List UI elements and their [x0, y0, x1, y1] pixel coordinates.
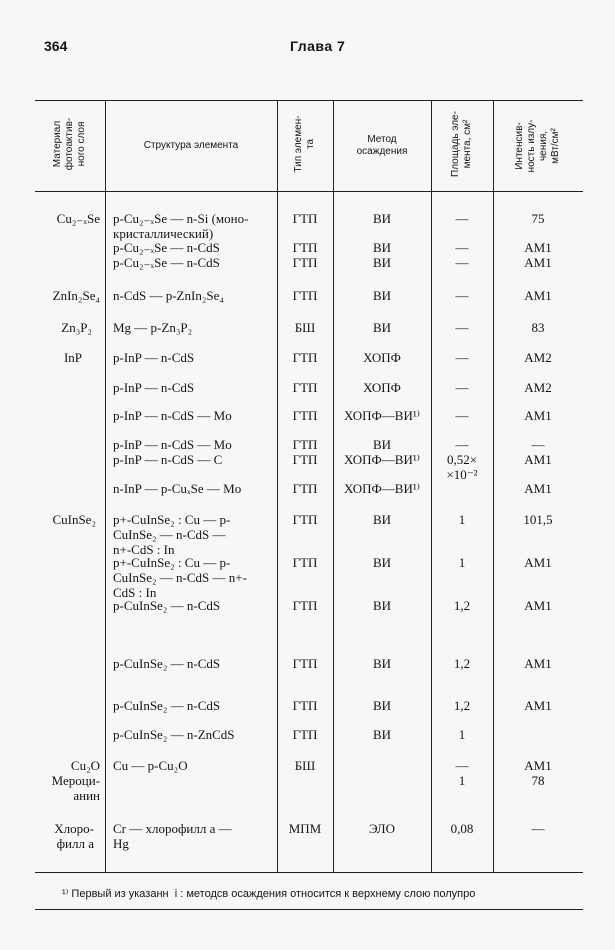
- cell-area: —: [455, 255, 469, 270]
- cell-intensity: —: [531, 437, 545, 452]
- cell-material: Cu₂₋ₓSe: [56, 211, 100, 226]
- cell-intensity: AM2: [524, 380, 552, 395]
- cell-intensity: AM1: [524, 255, 552, 270]
- cell-type: ГТП: [292, 656, 318, 671]
- cell-area: —: [455, 288, 469, 303]
- cell-structure: p+-CuInSe₂ : Cu — p- CuInSe₂ — n-CdS — n+- CdS : In: [113, 555, 247, 600]
- cell-structure: p-CuInSe₂ — n-CdS: [113, 656, 221, 671]
- cell-intensity: AM2: [524, 350, 552, 365]
- cell-area: —: [455, 408, 469, 423]
- cell-structure: p-InP — n-CdS — C: [113, 452, 223, 467]
- header-area: Площадь эле- мента, см²: [450, 111, 473, 177]
- cell-method: ВИ: [372, 211, 392, 226]
- cell-area: —: [455, 211, 469, 226]
- cell-intensity: AM1: [524, 408, 552, 423]
- cell-intensity: AM1: [524, 288, 552, 303]
- cell-area: 0,52× ×10⁻²: [446, 452, 478, 482]
- cell-area: 1: [458, 555, 466, 570]
- cell-type: ГТП: [292, 408, 318, 423]
- cell-intensity: AM1: [524, 698, 552, 713]
- cell-structure: p-InP — n-CdS: [113, 380, 195, 395]
- cell-type: ГТП: [292, 555, 318, 570]
- cell-type: ГТП: [292, 481, 318, 496]
- cell-structure: p-CuInSe₂ — n-ZnCdS: [113, 727, 235, 742]
- cell-intensity: 83: [531, 320, 545, 335]
- cell-area: 0,08: [450, 821, 474, 836]
- cell-method: ЭЛО: [369, 821, 395, 836]
- cell-area: —: [455, 350, 469, 365]
- cell-intensity: AM1: [524, 481, 552, 496]
- cell-material: InP: [63, 350, 82, 365]
- cell-structure: p-CuInSe₂ — n-CdS: [113, 598, 221, 613]
- cell-material: Zn₃P₂: [61, 320, 92, 335]
- cell-area: —: [455, 437, 469, 452]
- header-material: Материал фотоактив- ного слоя: [52, 117, 87, 171]
- cell-method: ХОПФ—ВИ¹⁾: [344, 452, 420, 467]
- cell-structure: Mg — p-Zn₃P₂: [113, 320, 193, 335]
- cell-material: CuInSe₂: [52, 512, 96, 527]
- cell-intensity: 101,5: [523, 512, 553, 527]
- cell-type: ГТП: [292, 380, 318, 395]
- cell-method: ХОПФ: [363, 380, 401, 395]
- cell-structure: p-Cu₂₋ₓSe — n-CdS: [113, 240, 220, 255]
- cell-area: —: [455, 240, 469, 255]
- cell-area: 1: [458, 512, 466, 527]
- cell-type: ГТП: [292, 452, 318, 467]
- cell-type: ГТП: [292, 255, 318, 270]
- cell-structure: p-InP — n-CdS: [113, 350, 195, 365]
- cell-method: ВИ: [372, 656, 392, 671]
- cell-type: ГТП: [292, 240, 318, 255]
- cell-type: БШ: [294, 320, 316, 335]
- cell-method: ВИ: [372, 512, 392, 527]
- cell-method: ВИ: [372, 555, 392, 570]
- cell-structure: p-InP — n-CdS — Mo: [113, 437, 232, 452]
- cell-area: —: [455, 380, 469, 395]
- page-number: 364: [44, 38, 68, 54]
- cell-structure: p-CuInSe₂ — n-CdS: [113, 698, 221, 713]
- cell-structure: n-CdS — p-ZnIn₂Se₄: [113, 288, 224, 303]
- cell-method: ХОПФ—ВИ¹⁾: [344, 408, 420, 423]
- cell-area: 1,2: [453, 698, 471, 713]
- cell-method: ВИ: [372, 255, 392, 270]
- cell-material: Хлоро- филл a: [54, 821, 94, 851]
- cell-area: 1,2: [453, 598, 471, 613]
- cell-intensity: AM1: [524, 240, 552, 255]
- header-method: Метод осаждения: [356, 134, 408, 157]
- cell-area: 1: [458, 727, 466, 742]
- cell-type: ГТП: [292, 437, 318, 452]
- cell-method: ВИ: [372, 240, 392, 255]
- cell-type: ГТП: [292, 211, 318, 226]
- cell-structure: n-InP — p-CuₓSe — Mo: [113, 481, 242, 496]
- cell-method: ВИ: [372, 288, 392, 303]
- cell-type: ГТП: [292, 598, 318, 613]
- cell-method: ВИ: [372, 437, 392, 452]
- table-header-rule: [35, 191, 583, 192]
- cell-material: Cu₂O Мероци- анин: [51, 758, 100, 803]
- cell-area: 1,2: [453, 656, 471, 671]
- cell-structure: p-InP — n-CdS — Mo: [113, 408, 232, 423]
- cell-method: ВИ: [372, 598, 392, 613]
- chapter-title: Глава 7: [290, 38, 346, 54]
- col-material-head: [35, 100, 105, 191]
- cell-structure: Cu — p-Cu₂O: [113, 758, 188, 773]
- cell-structure: p-Cu₂₋ₓSe — n-CdS: [113, 255, 220, 270]
- cell-intensity: AM1: [524, 656, 552, 671]
- cell-intensity: —: [531, 821, 545, 836]
- cell-structure: p-Cu₂₋ₓSe — n-Si (моно- кристаллический): [113, 211, 249, 241]
- cell-area: —: [455, 320, 469, 335]
- cell-type: ГТП: [292, 288, 318, 303]
- cell-intensity: 75: [531, 211, 545, 226]
- cell-method: ВИ: [372, 698, 392, 713]
- footnote: ¹⁾ Первый из указанн і : методсв осаждения относится к верхнему слою полупро: [62, 888, 476, 900]
- column-divider: [105, 100, 106, 872]
- col-intensity-head: [493, 100, 583, 191]
- cell-intensity: AM1: [524, 598, 552, 613]
- cell-structure: p+-CuInSe₂ : Cu — p- CuInSe₂ — n-CdS — n+-CdS : In: [113, 512, 231, 557]
- cell-type: МПМ: [288, 821, 322, 836]
- cell-intensity: AM1: [524, 452, 552, 467]
- cell-area: — 1: [455, 758, 469, 788]
- cell-method: ХОПФ: [363, 350, 401, 365]
- table-bottom-rule: [35, 872, 583, 873]
- cell-method: ХОПФ—ВИ¹⁾: [344, 481, 420, 496]
- cell-type: ГТП: [292, 698, 318, 713]
- cell-structure: Cr — хлорофилл a — Hg: [113, 821, 232, 851]
- page-bottom-rule: [35, 909, 583, 910]
- col-type-head: [277, 100, 333, 191]
- header-intensity: Интенсив- ность излу- чения, мВт/см²: [514, 119, 561, 173]
- cell-type: ГТП: [292, 350, 318, 365]
- cell-type: ГТП: [292, 512, 318, 527]
- cell-method: ВИ: [372, 727, 392, 742]
- cell-type: БШ: [294, 758, 316, 773]
- header-type: Тип элемен- та: [293, 115, 316, 173]
- cell-type: ГТП: [292, 727, 318, 742]
- cell-intensity: AM1 78: [524, 758, 552, 788]
- cell-intensity: AM1: [524, 555, 552, 570]
- cell-method: ВИ: [372, 320, 392, 335]
- header-structure: Структура элемента: [143, 140, 239, 151]
- cell-material: ZnIn₂Se₄: [52, 288, 100, 303]
- col-area-head: [431, 100, 493, 191]
